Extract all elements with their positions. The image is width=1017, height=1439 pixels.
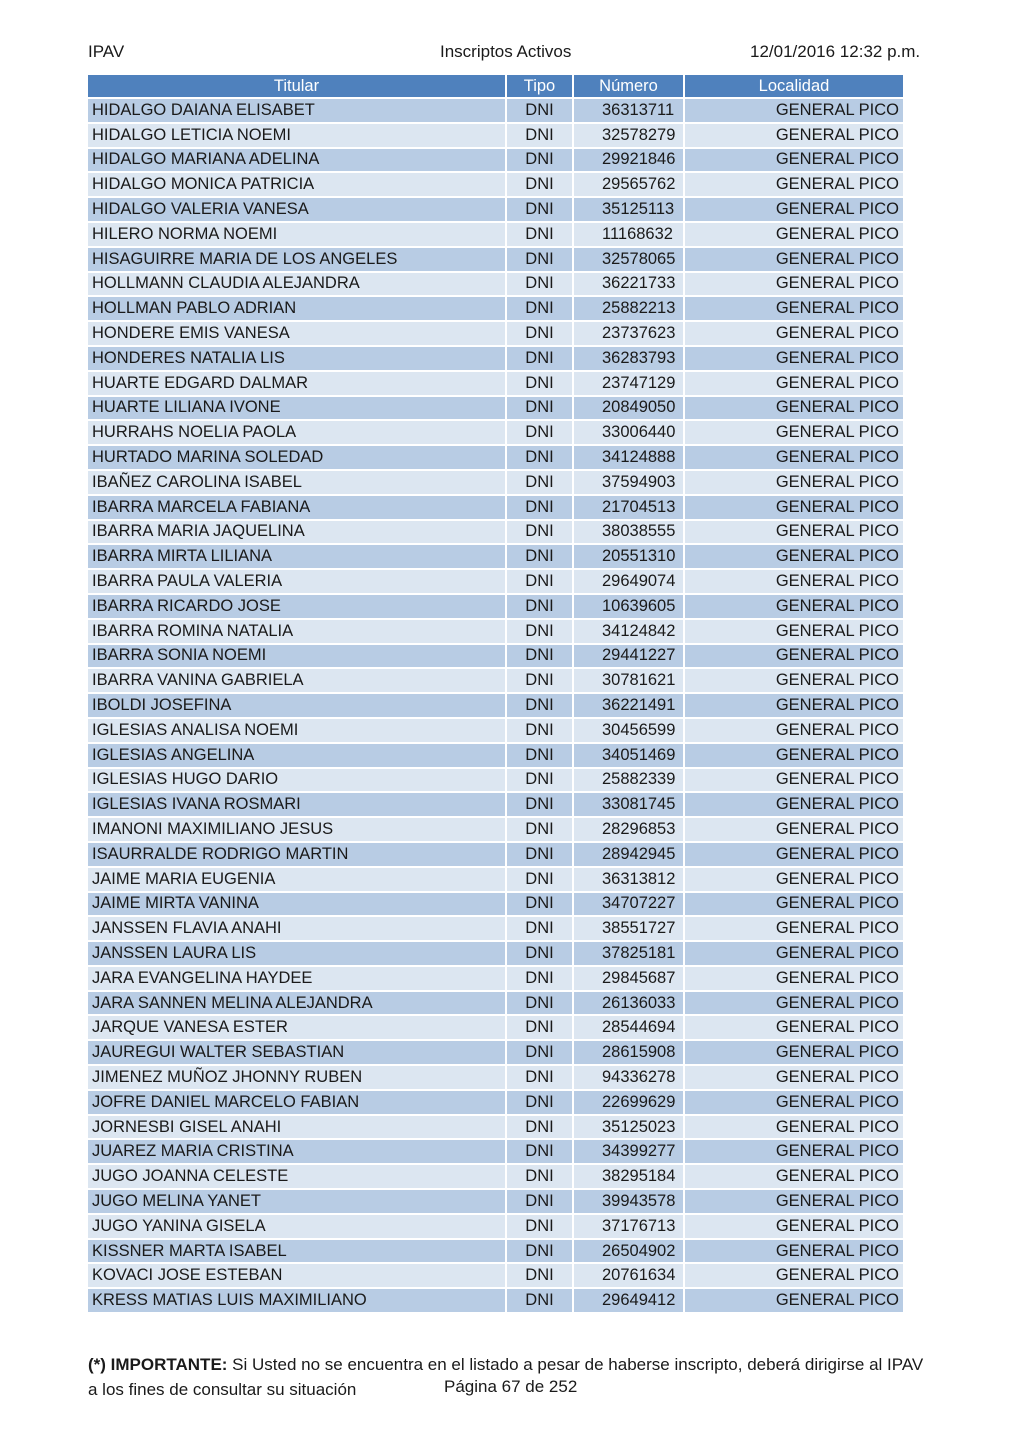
cell-localidad: GENERAL PICO (685, 694, 903, 719)
cell-tipo: DNI (507, 1240, 574, 1265)
cell-titular: JUAREZ MARIA CRISTINA (88, 1140, 507, 1165)
cell-localidad: GENERAL PICO (685, 744, 903, 769)
cell-tipo: DNI (507, 173, 574, 198)
cell-tipo: DNI (507, 273, 574, 298)
cell-numero: 38295184 (574, 1165, 685, 1190)
cell-numero: 20849050 (574, 397, 685, 422)
cell-numero: 34051469 (574, 744, 685, 769)
cell-numero: 28615908 (574, 1041, 685, 1066)
cell-tipo: DNI (507, 769, 574, 794)
cell-tipo: DNI (507, 223, 574, 248)
cell-tipo: DNI (507, 149, 574, 174)
cell-tipo: DNI (507, 545, 574, 570)
table-row (88, 273, 903, 298)
cell-numero: 28296853 (574, 818, 685, 843)
table-row (88, 1264, 903, 1289)
cell-localidad: GENERAL PICO (685, 967, 903, 992)
cell-localidad: GENERAL PICO (685, 297, 903, 322)
cell-tipo: DNI (507, 868, 574, 893)
cell-numero: 36313812 (574, 868, 685, 893)
cell-numero: 21704513 (574, 496, 685, 521)
cell-titular: HISAGUIRRE MARIA DE LOS ANGELES (88, 248, 507, 273)
cell-localidad: GENERAL PICO (685, 620, 903, 645)
cell-titular: JUGO MELINA YANET (88, 1190, 507, 1215)
table-row (88, 521, 903, 546)
cell-tipo: DNI (507, 719, 574, 744)
table-row (88, 1289, 903, 1314)
cell-numero: 38038555 (574, 521, 685, 546)
cell-tipo: DNI (507, 694, 574, 719)
table-row (88, 769, 903, 794)
cell-tipo: DNI (507, 620, 574, 645)
cell-numero: 33081745 (574, 793, 685, 818)
cell-titular: IGLESIAS HUGO DARIO (88, 769, 507, 794)
cell-tipo: DNI (507, 1140, 574, 1165)
cell-localidad: GENERAL PICO (685, 868, 903, 893)
table-row (88, 1116, 903, 1141)
cell-localidad: GENERAL PICO (685, 893, 903, 918)
cell-localidad: GENERAL PICO (685, 347, 903, 372)
cell-tipo: DNI (507, 124, 574, 149)
cell-titular: HONDERE EMIS VANESA (88, 322, 507, 347)
cell-tipo: DNI (507, 322, 574, 347)
cell-tipo: DNI (507, 372, 574, 397)
cell-numero: 28942945 (574, 843, 685, 868)
table-row (88, 248, 903, 273)
header-org: IPAV (88, 42, 125, 61)
cell-titular: JARQUE VANESA ESTER (88, 1016, 507, 1041)
table-header-row (88, 75, 903, 99)
cell-localidad: GENERAL PICO (685, 322, 903, 347)
cell-tipo: DNI (507, 793, 574, 818)
table-row (88, 942, 903, 967)
cell-titular: JARA SANNEN MELINA ALEJANDRA (88, 992, 507, 1017)
cell-localidad: GENERAL PICO (685, 372, 903, 397)
cell-tipo: DNI (507, 347, 574, 372)
cell-titular: IMANONI MAXIMILIANO JESUS (88, 818, 507, 843)
cell-localidad: GENERAL PICO (685, 992, 903, 1017)
cell-numero: 34399277 (574, 1140, 685, 1165)
cell-localidad: GENERAL PICO (685, 1091, 903, 1116)
table-row (88, 173, 903, 198)
table-row (88, 620, 903, 645)
cell-localidad: GENERAL PICO (685, 1289, 903, 1314)
cell-numero: 23737623 (574, 322, 685, 347)
cell-numero: 26504902 (574, 1240, 685, 1265)
cell-titular: JARA EVANGELINA HAYDEE (88, 967, 507, 992)
cell-tipo: DNI (507, 471, 574, 496)
cell-titular: HOLLMAN PABLO ADRIAN (88, 297, 507, 322)
cell-titular: HIDALGO DAIANA ELISABET (88, 99, 507, 124)
cell-tipo: DNI (507, 248, 574, 273)
cell-localidad: GENERAL PICO (685, 397, 903, 422)
cell-tipo: DNI (507, 1116, 574, 1141)
cell-titular: IBARRA PAULA VALERIA (88, 570, 507, 595)
cell-numero: 30456599 (574, 719, 685, 744)
cell-localidad: GENERAL PICO (685, 669, 903, 694)
table-row (88, 992, 903, 1017)
cell-titular: JAIME MIRTA VANINA (88, 893, 507, 918)
table-row (88, 297, 903, 322)
table-row (88, 595, 903, 620)
cell-tipo: DNI (507, 843, 574, 868)
table-row (88, 1091, 903, 1116)
cell-titular: IBARRA MARIA JAQUELINA (88, 521, 507, 546)
cell-titular: IGLESIAS IVANA ROSMARI (88, 793, 507, 818)
cell-numero: 34124888 (574, 446, 685, 471)
cell-titular: KISSNER MARTA ISABEL (88, 1240, 507, 1265)
table-row (88, 1190, 903, 1215)
table-row (88, 149, 903, 174)
cell-tipo: DNI (507, 297, 574, 322)
cell-localidad: GENERAL PICO (685, 942, 903, 967)
cell-titular: JANSSEN LAURA LIS (88, 942, 507, 967)
cell-localidad: GENERAL PICO (685, 570, 903, 595)
cell-numero: 37594903 (574, 471, 685, 496)
important-text-line2: a los fines de consultar su situación (88, 1380, 357, 1399)
cell-titular: IBARRA ROMINA NATALIA (88, 620, 507, 645)
cell-tipo: DNI (507, 645, 574, 670)
cell-titular: HUARTE LILIANA IVONE (88, 397, 507, 422)
cell-localidad: GENERAL PICO (685, 1041, 903, 1066)
cell-titular: JORNESBI GISEL ANAHI (88, 1116, 507, 1141)
cell-tipo: DNI (507, 1016, 574, 1041)
cell-localidad: GENERAL PICO (685, 496, 903, 521)
cell-localidad: GENERAL PICO (685, 843, 903, 868)
cell-titular: JIMENEZ MUÑOZ JHONNY RUBEN (88, 1066, 507, 1091)
cell-tipo: DNI (507, 397, 574, 422)
table-row (88, 446, 903, 471)
cell-localidad: GENERAL PICO (685, 1066, 903, 1091)
cell-tipo: DNI (507, 669, 574, 694)
important-label: (*) IMPORTANTE: (88, 1355, 228, 1374)
cell-titular: JAIME MARIA EUGENIA (88, 868, 507, 893)
cell-numero: 36313711 (574, 99, 685, 124)
table-row (88, 793, 903, 818)
cell-localidad: GENERAL PICO (685, 149, 903, 174)
cell-numero: 23747129 (574, 372, 685, 397)
cell-tipo: DNI (507, 1066, 574, 1091)
cell-titular: IBARRA MIRTA LILIANA (88, 545, 507, 570)
cell-numero: 37176713 (574, 1215, 685, 1240)
cell-tipo: DNI (507, 1264, 574, 1289)
cell-numero: 20761634 (574, 1264, 685, 1289)
table-row (88, 322, 903, 347)
cell-numero: 22699629 (574, 1091, 685, 1116)
cell-tipo: DNI (507, 1190, 574, 1215)
cell-titular: JUGO YANINA GISELA (88, 1215, 507, 1240)
cell-numero: 29845687 (574, 967, 685, 992)
column-header-numero: Número (574, 75, 685, 99)
cell-titular: KRESS MATIAS LUIS MAXIMILIANO (88, 1289, 507, 1314)
cell-titular: HIDALGO LETICIA NOEMI (88, 124, 507, 149)
cell-localidad: GENERAL PICO (685, 1190, 903, 1215)
cell-numero: 29441227 (574, 645, 685, 670)
cell-titular: HUARTE EDGARD DALMAR (88, 372, 507, 397)
cell-localidad: GENERAL PICO (685, 545, 903, 570)
cell-numero: 28544694 (574, 1016, 685, 1041)
cell-numero: 38551727 (574, 917, 685, 942)
cell-numero: 30781621 (574, 669, 685, 694)
cell-localidad: GENERAL PICO (685, 595, 903, 620)
cell-numero: 35125023 (574, 1116, 685, 1141)
cell-numero: 25882213 (574, 297, 685, 322)
cell-titular: IBARRA MARCELA FABIANA (88, 496, 507, 521)
table-row (88, 1016, 903, 1041)
cell-localidad: GENERAL PICO (685, 99, 903, 124)
cell-titular: HIDALGO VALERIA VANESA (88, 198, 507, 223)
cell-titular: JUGO JOANNA CELESTE (88, 1165, 507, 1190)
cell-numero: 20551310 (574, 545, 685, 570)
cell-tipo: DNI (507, 570, 574, 595)
cell-titular: HIDALGO MARIANA ADELINA (88, 149, 507, 174)
cell-numero: 36221733 (574, 273, 685, 298)
cell-localidad: GENERAL PICO (685, 769, 903, 794)
cell-numero: 32578065 (574, 248, 685, 273)
cell-localidad: GENERAL PICO (685, 248, 903, 273)
cell-localidad: GENERAL PICO (685, 173, 903, 198)
cell-localidad: GENERAL PICO (685, 446, 903, 471)
column-header-tipo: Tipo (507, 75, 574, 99)
cell-titular: IBAÑEZ CAROLINA ISABEL (88, 471, 507, 496)
cell-titular: IBOLDI JOSEFINA (88, 694, 507, 719)
cell-titular: HIDALGO MONICA PATRICIA (88, 173, 507, 198)
cell-tipo: DNI (507, 446, 574, 471)
table-row (88, 496, 903, 521)
cell-titular: HURRAHS NOELIA PAOLA (88, 421, 507, 446)
cell-localidad: GENERAL PICO (685, 471, 903, 496)
table-row (88, 1215, 903, 1240)
column-header-localidad: Localidad (685, 75, 903, 99)
cell-titular: HILERO NORMA NOEMI (88, 223, 507, 248)
table-row (88, 967, 903, 992)
cell-titular: IGLESIAS ANGELINA (88, 744, 507, 769)
cell-tipo: DNI (507, 893, 574, 918)
cell-localidad: GENERAL PICO (685, 645, 903, 670)
cell-titular: HOLLMANN CLAUDIA ALEJANDRA (88, 273, 507, 298)
cell-tipo: DNI (507, 1215, 574, 1240)
table-row (88, 1240, 903, 1265)
cell-titular: ISAURRALDE RODRIGO MARTIN (88, 843, 507, 868)
cell-tipo: DNI (507, 967, 574, 992)
cell-localidad: GENERAL PICO (685, 421, 903, 446)
important-text: Si Usted no se encuentra en el listado a pesar de haberse inscripto, deberá dirigirse al IPAV (227, 1355, 924, 1374)
cell-tipo: DNI (507, 421, 574, 446)
table-row (88, 645, 903, 670)
table-row (88, 421, 903, 446)
cell-localidad: GENERAL PICO (685, 198, 903, 223)
table-row (88, 223, 903, 248)
table-row (88, 868, 903, 893)
table-row (88, 1140, 903, 1165)
cell-numero: 11168632 (574, 223, 685, 248)
cell-localidad: GENERAL PICO (685, 124, 903, 149)
cell-localidad: GENERAL PICO (685, 1140, 903, 1165)
table-row (88, 818, 903, 843)
cell-tipo: DNI (507, 942, 574, 967)
cell-numero: 35125113 (574, 198, 685, 223)
cell-titular: IBARRA RICARDO JOSE (88, 595, 507, 620)
registrants-table (88, 75, 903, 1314)
cell-titular: IBARRA SONIA NOEMI (88, 645, 507, 670)
table-body (88, 99, 903, 1314)
cell-titular: HURTADO MARINA SOLEDAD (88, 446, 507, 471)
cell-localidad: GENERAL PICO (685, 1116, 903, 1141)
table-row (88, 1066, 903, 1091)
cell-tipo: DNI (507, 992, 574, 1017)
cell-numero: 34124842 (574, 620, 685, 645)
cell-numero: 10639605 (574, 595, 685, 620)
header-datetime: 12/01/2016 12:32 p.m. (750, 42, 921, 61)
cell-titular: HONDERES NATALIA LIS (88, 347, 507, 372)
cell-titular: JAUREGUI WALTER SEBASTIAN (88, 1041, 507, 1066)
table-row (88, 719, 903, 744)
table-row (88, 570, 903, 595)
cell-numero: 39943578 (574, 1190, 685, 1215)
cell-tipo: DNI (507, 521, 574, 546)
column-header-titular: Titular (88, 75, 507, 99)
cell-localidad: GENERAL PICO (685, 719, 903, 744)
cell-localidad: GENERAL PICO (685, 818, 903, 843)
cell-titular: IBARRA VANINA GABRIELA (88, 669, 507, 694)
cell-titular: IGLESIAS ANALISA NOEMI (88, 719, 507, 744)
cell-numero: 29649074 (574, 570, 685, 595)
cell-numero: 37825181 (574, 942, 685, 967)
cell-numero: 29921846 (574, 149, 685, 174)
cell-localidad: GENERAL PICO (685, 273, 903, 298)
cell-localidad: GENERAL PICO (685, 1016, 903, 1041)
table-row (88, 917, 903, 942)
cell-tipo: DNI (507, 198, 574, 223)
cell-numero: 26136033 (574, 992, 685, 1017)
header-title: Inscriptos Activos (440, 42, 572, 61)
cell-localidad: GENERAL PICO (685, 1215, 903, 1240)
cell-numero: 32578279 (574, 124, 685, 149)
table-row (88, 694, 903, 719)
cell-titular: JOFRE DANIEL MARCELO FABIAN (88, 1091, 507, 1116)
cell-tipo: DNI (507, 1165, 574, 1190)
table-row (88, 372, 903, 397)
cell-localidad: GENERAL PICO (685, 1165, 903, 1190)
table-row (88, 198, 903, 223)
table-row (88, 744, 903, 769)
table-row (88, 1041, 903, 1066)
cell-numero: 33006440 (574, 421, 685, 446)
cell-numero: 36221491 (574, 694, 685, 719)
cell-localidad: GENERAL PICO (685, 917, 903, 942)
table-row (88, 471, 903, 496)
table-row (88, 545, 903, 570)
cell-tipo: DNI (507, 99, 574, 124)
cell-tipo: DNI (507, 1041, 574, 1066)
table-row (88, 669, 903, 694)
cell-numero: 34707227 (574, 893, 685, 918)
cell-tipo: DNI (507, 595, 574, 620)
table-row (88, 124, 903, 149)
cell-numero: 36283793 (574, 347, 685, 372)
table-row (88, 347, 903, 372)
cell-tipo: DNI (507, 744, 574, 769)
cell-localidad: GENERAL PICO (685, 793, 903, 818)
cell-tipo: DNI (507, 1091, 574, 1116)
cell-tipo: DNI (507, 917, 574, 942)
cell-numero: 29649412 (574, 1289, 685, 1314)
cell-numero: 29565762 (574, 173, 685, 198)
cell-titular: JANSSEN FLAVIA ANAHI (88, 917, 507, 942)
table-row (88, 843, 903, 868)
cell-localidad: GENERAL PICO (685, 1264, 903, 1289)
table-row (88, 397, 903, 422)
cell-localidad: GENERAL PICO (685, 223, 903, 248)
table-row (88, 1165, 903, 1190)
cell-tipo: DNI (507, 818, 574, 843)
table-row (88, 99, 903, 124)
page-number: Página 67 de 252 (444, 1377, 578, 1396)
cell-numero: 25882339 (574, 769, 685, 794)
cell-localidad: GENERAL PICO (685, 1240, 903, 1265)
cell-tipo: DNI (507, 1289, 574, 1314)
cell-localidad: GENERAL PICO (685, 521, 903, 546)
cell-numero: 94336278 (574, 1066, 685, 1091)
table-row (88, 893, 903, 918)
cell-tipo: DNI (507, 496, 574, 521)
cell-titular: KOVACI JOSE ESTEBAN (88, 1264, 507, 1289)
